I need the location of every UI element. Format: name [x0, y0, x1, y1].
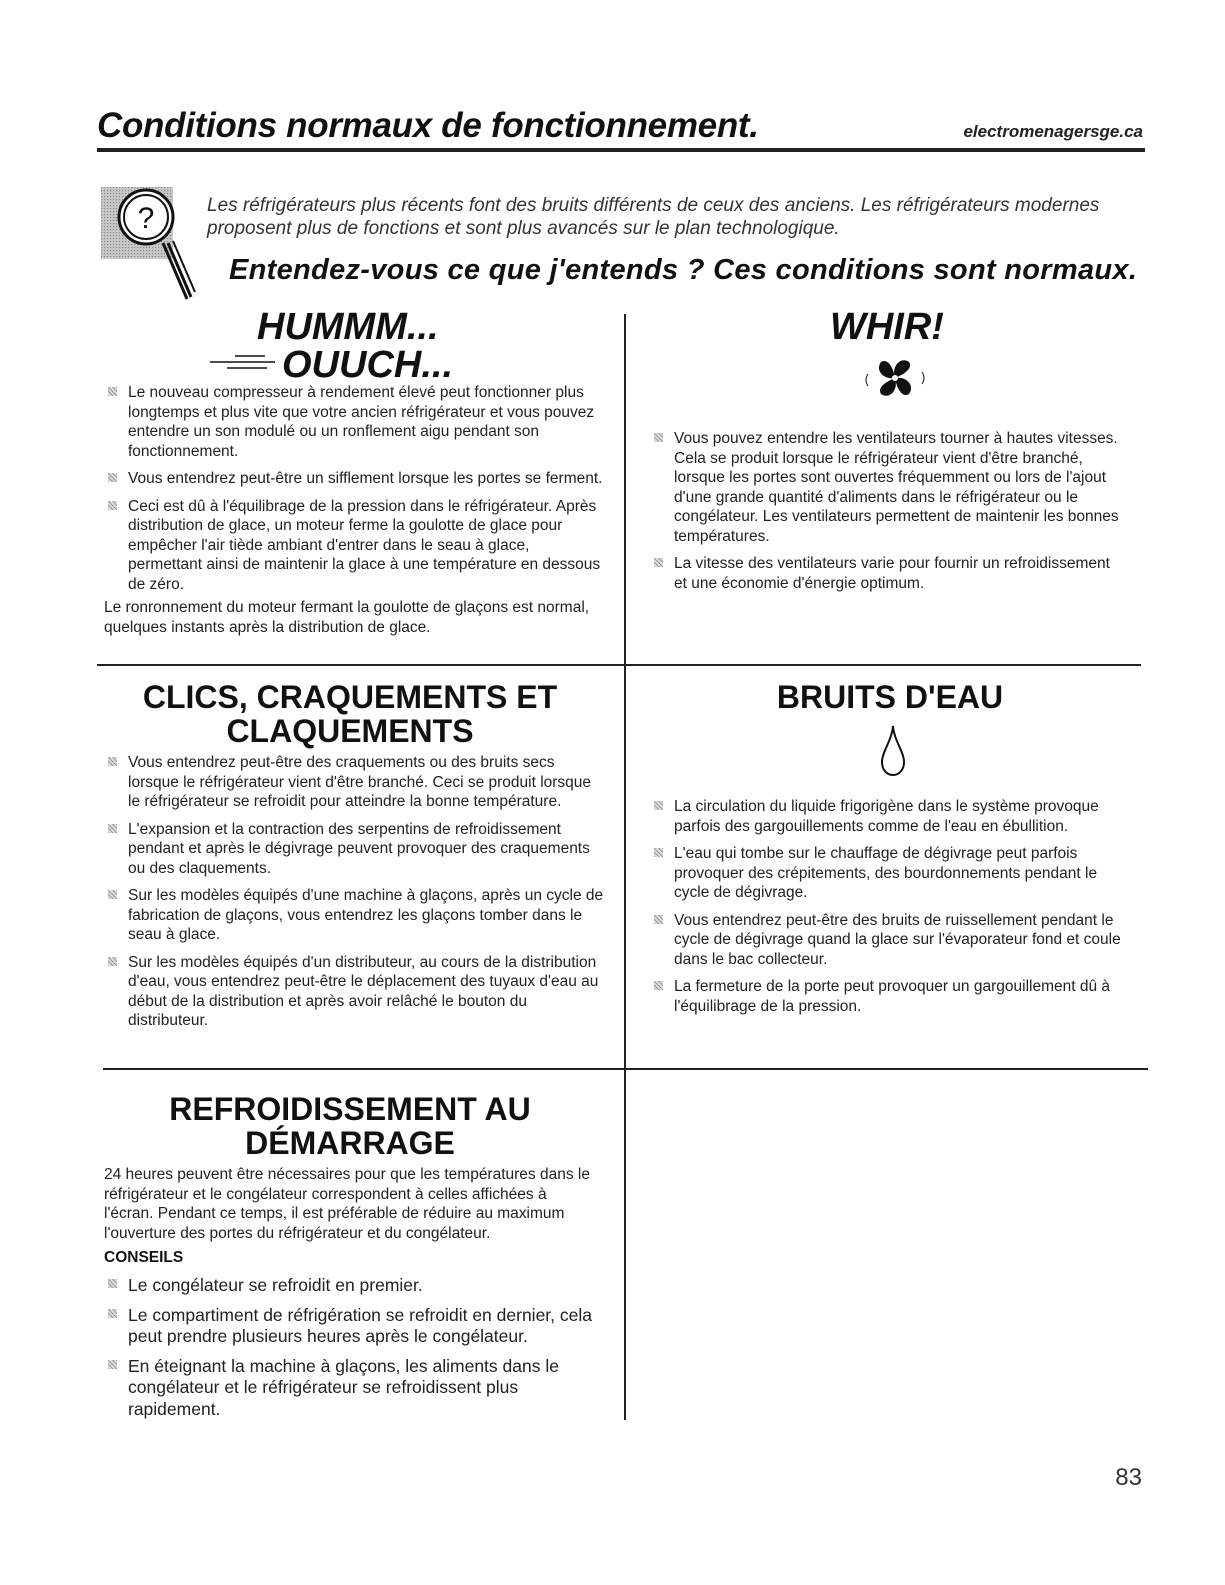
intro-text: Les réfrigérateurs plus récents font des bruits différents de ceux des anciens. Les réfrigérateurs modernes proposent plus de fonctions et sont plus avancés sur le plan technologique. — [207, 195, 1100, 239]
list-item: Vous entendrez peut-être des craquements ou des bruits secs lorsque le réfrigérateur vient d'être branché. Ceci se produit lorsque le réfrigérateur se refroidit pour atteindre la bonne température. — [104, 753, 604, 812]
fan-icon — [862, 350, 928, 411]
bullet-icon — [654, 801, 663, 810]
row-divider-1 — [97, 664, 1141, 666]
eau-bullets — [650, 797, 1130, 1016]
page-number: 83 — [1115, 1464, 1142, 1491]
humm-note: Le ronronnement du moteur fermant la goulotte de glaçons est normal, quelques instants après la distribution de glace. — [104, 599, 590, 636]
refroid-section — [104, 1165, 594, 1428]
bullet-icon — [108, 1309, 117, 1318]
bullet-icon — [108, 957, 117, 966]
motion-lines-icon — [205, 350, 277, 381]
column-divider — [624, 314, 626, 1420]
bullet-icon — [108, 824, 117, 833]
list-item: Vous entendrez peut-être des bruits de ruissellement pendant le cycle de dégivrage quand la glace sur l'évaporateur fond et coule dans le bac collecteur. — [650, 911, 1130, 970]
bullet-icon — [108, 1279, 117, 1288]
bullet-icon — [108, 1360, 117, 1369]
refroid-para: 24 heures peuvent être nécessaires pour que les températures dans le réfrigérateur et le congélateur correspondent à celles affichées à l'écran. Pendant ce temps, il est préférable de réduire au maximum l'ouverture des portes du réfrigérateur et du congélateur. — [104, 1166, 590, 1242]
clics-title: CLICS, CRAQUEMENTS ET CLAQUEMENTS — [142, 679, 558, 749]
bullet-icon — [108, 890, 117, 899]
bullet-icon — [654, 558, 663, 567]
header-divider — [97, 148, 1145, 152]
list-item: Le compartiment de réfrigération se refroidit en dernier, cela peut prendre plusieurs heures après le congélateur. — [104, 1305, 594, 1348]
list-item: En éteignant la machine à glaçons, les aliments dans le congélateur et le réfrigérateur se refroidissent plus rapidement. — [104, 1356, 594, 1421]
svg-text:?: ? — [137, 202, 155, 235]
row-divider-2 — [103, 1068, 1148, 1070]
bullet-icon — [654, 915, 663, 924]
list-item: Ceci est dû à l'équilibrage de la pression dans le réfrigérateur. Après distribution de glace, un moteur ferme la goulotte de glace pour empêcher l'air tiède ambiant d'entrer dans le seau à glace, permettant ainsi de maintenir la glace à une température en dessous de zéro. — [104, 497, 604, 595]
refroid-title: REFROIDISSEMENT AU DÉMARRAGE — [169, 1091, 531, 1161]
whir-section — [650, 429, 1120, 601]
bullet-icon — [654, 433, 663, 442]
website-url: electromenagersge.ca — [963, 122, 1143, 141]
list-item: La circulation du liquide frigorigène dans le système provoque parfois des gargouillements comme de l'eau en ébullition. — [650, 797, 1130, 836]
list-item: Sur les modèles équipés d'une machine à glaçons, après un cycle de fabrication de glaçons, vous entendrez les glaçons tomber dans le seau à glace. — [104, 886, 604, 945]
list-item: L'expansion et la contraction des serpentins de refroidissement pendant et après le dégivrage peuvent provoquer des craquements ou des claquements. — [104, 820, 604, 879]
bullet-icon — [108, 757, 117, 766]
water-drop-icon — [878, 722, 908, 783]
ouuch-title: OUUCH... — [282, 344, 453, 386]
clics-section — [104, 753, 604, 1039]
list-item: Le nouveau compresseur à rendement élevé peut fonctionner plus longtemps et plus vite que votre ancien réfrigérateur et vous pouvez entendre un son modulé ou un ronflement aigu pendant son fonctionnement. — [104, 383, 604, 461]
list-item: Le congélateur se refroidit en premier. — [104, 1275, 594, 1297]
intro-heading: Entendez-vous ce que j'entends ? Ces conditions sont normaux. — [229, 254, 1138, 286]
list-item: Vous pouvez entendre les ventilateurs tourner à hautes vitesses. Cela se produit lorsque le réfrigérateur vient d'être branché, lorsque les portes sont ouvertes fréquemment ou lors de l'ajout d'une grande quantité d'aliments dans le réfrigérateur ou le congélateur. Les ventilateurs permettent de maintenir les bonnes températures. — [650, 429, 1120, 546]
tips-bullets — [104, 1275, 594, 1420]
list-item: La fermeture de la porte peut provoquer un gargouillement dû à l'équilibrage de la pression. — [650, 977, 1130, 1016]
bullet-icon — [108, 501, 117, 510]
humm-section — [104, 383, 604, 637]
list-item: Vous entendrez peut-être un sifflement lorsque les portes se ferment. — [104, 469, 604, 489]
list-item: La vitesse des ventilateurs varie pour fournir un refroidissement et une économie d'énergie optimum. — [650, 554, 1120, 593]
bullet-icon — [108, 473, 117, 482]
bullet-icon — [654, 981, 663, 990]
list-item: L'eau qui tombe sur le chauffage de dégivrage peut parfois provoquer des crépitements, des bourdonnements pendant le cycle de dégivrage. — [650, 844, 1130, 903]
list-item: Sur les modèles équipés d'un distributeur, au cours de la distribution d'eau, vous entendrez peut-être le déplacement des tuyaux d'eau au début de la distribution et après avoir relâché le bouton du distributeur. — [104, 953, 604, 1031]
whir-title: WHIR! — [830, 306, 944, 348]
humm-bullets — [104, 383, 604, 594]
bullet-icon — [108, 387, 117, 396]
question-magnifier-icon — [101, 187, 196, 312]
eau-section — [650, 797, 1130, 1024]
page-title: Conditions normaux de fonctionnement. — [97, 106, 759, 145]
whir-bullets — [650, 429, 1120, 593]
tips-heading: CONSEILS — [104, 1249, 184, 1266]
eau-title: BRUITS D'EAU — [776, 679, 1004, 715]
humm-title: HUMMM... — [257, 306, 439, 348]
clics-bullets — [104, 753, 604, 1031]
bullet-icon — [654, 848, 663, 857]
